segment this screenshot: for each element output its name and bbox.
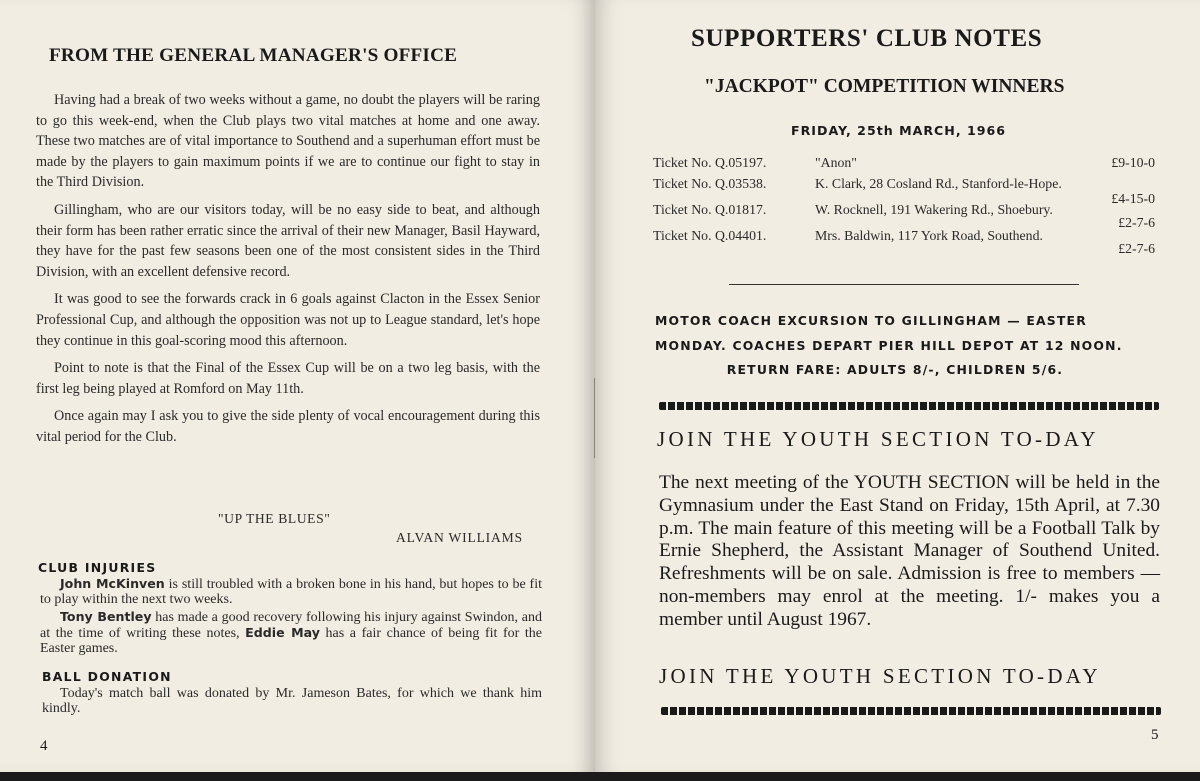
coach-line: MOTOR COACH EXCURSION TO GILLINGHAM — EASTER bbox=[655, 313, 1087, 328]
injuries-heading: CLUB INJURIES bbox=[38, 560, 157, 575]
player-name: Eddie May bbox=[245, 625, 320, 640]
paragraph: Point to note is that the Final of the Essex Cup will be on a two leg basis, with the first leg being played at Romford on May 11th. bbox=[36, 360, 540, 397]
winner: Mrs. Baldwin, 117 York Road, Southend. bbox=[815, 228, 1043, 243]
injury-note-mckinven bbox=[40, 576, 542, 607]
ticket-row bbox=[653, 228, 1159, 258]
divider bbox=[729, 284, 1079, 285]
paragraph: It was good to see the forwards crack in 6 goals against Clacton in the Essex Senior Professional Cup, and although the opposition was not up to League standard, let's hope they continue in this goal-scoring mood this afternoon. bbox=[36, 291, 540, 349]
article-body bbox=[36, 90, 540, 455]
prize: £2-7-6 bbox=[1118, 215, 1155, 230]
injury-text: has made a good recovery following his injury against Swindon, and at the time of writing these notes, bbox=[40, 610, 542, 641]
winner: K. Clark, 28 Cosland Rd., Stanford-le-Hope. bbox=[815, 176, 1062, 191]
winner: "Anon" bbox=[815, 155, 857, 170]
player-name: Tony Bentley bbox=[60, 609, 152, 624]
right-page bbox=[595, 0, 1200, 772]
prize: £2-7-6 bbox=[1118, 241, 1155, 256]
injury-text: has a fair chance of being fit for the Easter games. bbox=[40, 626, 543, 656]
ticket-number: Ticket No. Q.05197. bbox=[653, 155, 767, 170]
injury-note-bentley bbox=[40, 609, 542, 656]
left-page bbox=[0, 0, 595, 772]
coach-notice bbox=[655, 309, 1135, 383]
youth-body: The next meeting of the YOUTH SECTION will be held in the Gymnasium under the East Stand on Friday, 15th April, at 7.30 p.m. The main feature of this meeting will be a Football Talk by Ernie Shepherd, the Assistant Manager of Southend United. Refreshments will be on sale. Admission is free to members — non-members may enrol at the meeting. 1/- makes you a member until August 1967. bbox=[659, 472, 1160, 630]
player-name: John McKinven bbox=[60, 576, 165, 591]
decorative-rule bbox=[661, 707, 1161, 715]
decorative-rule bbox=[659, 402, 1159, 410]
paragraph: Gillingham, who are our visitors today, will be no easy side to beat, and although their form has been rather erratic since the arrival of their new Manager, Basil Hayward, they have for the past few seasons been one of the most consistent sides in the Third Division, with an excellent defensive record. bbox=[36, 201, 540, 280]
ticket-number: Ticket No. Q.04401. bbox=[653, 228, 767, 243]
jackpot-heading: "JACKPOT" COMPETITION WINNERS bbox=[704, 76, 1065, 97]
winner: W. Rocknell, 191 Wakering Rd., Shoebury. bbox=[815, 202, 1053, 217]
ticket-number: Ticket No. Q.01817. bbox=[653, 202, 767, 217]
draw-date: FRIDAY, 25th MARCH, 1966 bbox=[791, 123, 1007, 138]
page-number: 4 bbox=[40, 738, 48, 754]
coach-line: MONDAY. COACHES DEPART PIER HILL DEPOT AT 12 NOON. bbox=[655, 337, 1123, 353]
injury-text: is still troubled with a broken bone in his hand, but hopes to be fit to play within the next two weeks. bbox=[40, 577, 542, 607]
coach-line: RETURN FARE: ADULTS 8/-, CHILDREN 5/6. bbox=[726, 362, 1064, 377]
paragraph: Once again may I ask you to give the side plenty of vocal encouragement during this vital period for the Club. bbox=[36, 408, 540, 445]
prize: £4-15-0 bbox=[1111, 191, 1155, 206]
youth-heading: JOIN THE YOUTH SECTION TO-DAY bbox=[657, 427, 1099, 451]
page-number: 5 bbox=[1151, 727, 1159, 743]
prize: £9-10-0 bbox=[1111, 155, 1155, 170]
ticket-number: Ticket No. Q.03538. bbox=[653, 176, 767, 191]
donation-heading: BALL DONATION bbox=[42, 669, 172, 684]
page-heading: FROM THE GENERAL MANAGER'S OFFICE bbox=[49, 45, 458, 66]
donation-text: Today's match ball was donated by Mr. Jameson Bates, for which we thank him kindly. bbox=[42, 686, 542, 716]
signature: ALVAN WILLIAMS bbox=[396, 530, 523, 545]
page-title: SUPPORTERS' CLUB NOTES bbox=[691, 25, 1043, 52]
slogan: "UP THE BLUES" bbox=[218, 511, 331, 526]
paragraph: Having had a break of two weeks without a game, no doubt the players will be raring to go this week-end, when the Club plays two vital matches at home and one away. These two matches are of vital importance to Southend and a superhuman effort must be made by the players to gain maximum points if we are to continue our fight to stay in the Third Division. bbox=[36, 92, 540, 191]
youth-footer: JOIN THE YOUTH SECTION TO-DAY bbox=[659, 664, 1101, 688]
